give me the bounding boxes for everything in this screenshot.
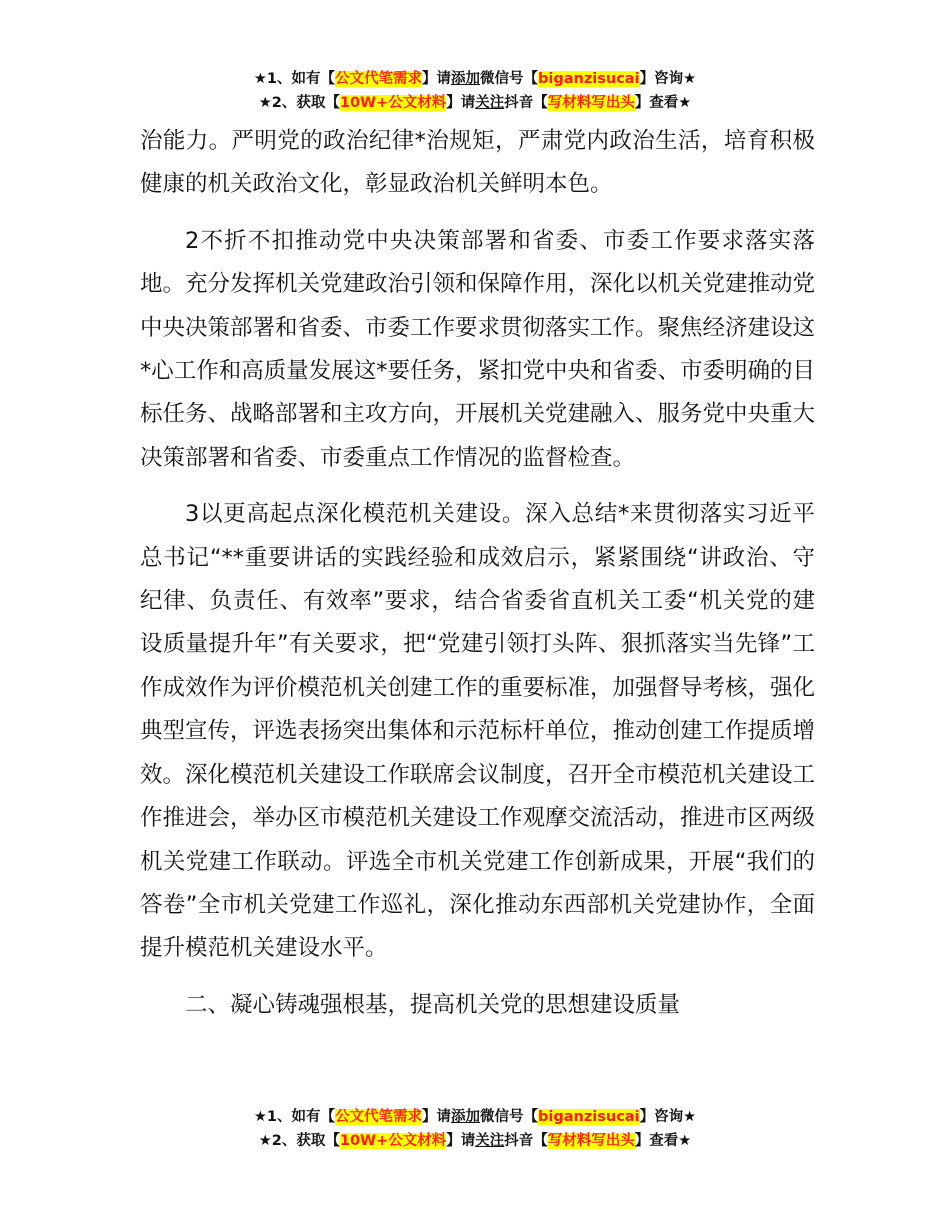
highlight-douyin: 写材料写出头 [547,1133,635,1149]
banner-text: ★2、获取【 [258,95,340,111]
paragraph-continuation: 治能力。严明党的政治纪律*治规矩，严肃党内政治生活，培育积极健康的机关政治文化，彰显政治机关鲜明本色。 [140,128,815,198]
highlight-wechat-id: biganzisucai [538,1109,640,1125]
banner-line-2 [0,1129,950,1153]
banner-text: ★1、如有【 [253,1109,336,1125]
banner-text: 微信号【 [480,1109,539,1125]
banner-text: ★1、如有【 [253,71,336,87]
highlight-service: 公文代笔需求 [335,1109,423,1125]
banner-line-1 [0,1105,950,1129]
banner-text: 抖音【 [504,95,548,111]
banner-text: 抖音【 [504,1133,548,1149]
header-banner [0,67,950,115]
banner-text: 】咨询★ [639,71,697,87]
highlight-service: 公文代笔需求 [335,71,423,87]
banner-text: 】请 [422,71,452,87]
banner-text: 】请 [446,1133,476,1149]
banner-text: 】请 [446,95,476,111]
highlight-douyin: 写材料写出头 [547,95,635,111]
banner-text: ★2、获取【 [258,1133,340,1149]
paragraph-item-2: 2不折不扣推动党中央决策部署和省委、市委工作要求落实落地。充分发挥机关党建政治引领和保障作用，深化以机关党建推动党中央决策部署和省委、市委工作要求贯彻落实工作。聚焦经济建设这*心工作和高质量发展这*要任务，紧扣党中央和省委、市委明确的目标任务、战略部署和主攻方向，开展机关党建融入、服务党中央重大决策部署和省委、市委重点工作情况的监督检查。 [140,227,816,471]
banner-line-1 [0,67,950,91]
banner-text: 】咨询★ [639,1109,697,1125]
underlined-text: 关注 [475,1133,505,1149]
underlined-text: 关注 [475,95,505,111]
underlined-text: 添加 [451,71,481,87]
highlight-materials: 10W+公文材料 [339,95,447,111]
section-heading: 二、凝心铸魂强根基，提高机关党的思想建设质量 [185,991,681,1018]
highlight-wechat-id: biganzisucai [538,71,640,87]
highlight-materials: 10W+公文材料 [339,1133,447,1149]
banner-text: 】请 [422,1109,452,1125]
underlined-text: 添加 [451,1109,481,1125]
banner-line-2 [0,91,950,115]
banner-text: 】查看★ [634,1133,692,1149]
document-body [140,120,815,1027]
footer-banner [0,1105,950,1153]
banner-text: 微信号【 [480,71,539,87]
banner-text: 】查看★ [634,95,692,111]
paragraph-item-3: 3以更高起点深化模范机关建设。深入总结*来贯彻落实习近平总书记“**重要讲话的实践经验和成效启示，紧紧围绕“讲政治、守纪律、负责任、有效率”要求，结合省委省直机关工委“机关党的建设质量提升年”有关要求，把“党建引领打头阵、狠抓落实当先锋”工作成效作为评价模范机关创建工作的重要标准，加强督导考核，强化典型宣传，评选表扬突出集体和示范标杆单位，推动创建工作提质增效。深化模范机关建设工作联席会议制度，召开全市模范机关建设工作推进会，举办区市模范机关建设工作观摩交流活动，推进市区两级机关党建工作联动。评选全市机关党建工作创新成果，开展“我们的答卷”全市机关党建工作巡礼，深化推动东西部机关党建协作，全面提升模范机关建设水平。 [140,501,816,962]
